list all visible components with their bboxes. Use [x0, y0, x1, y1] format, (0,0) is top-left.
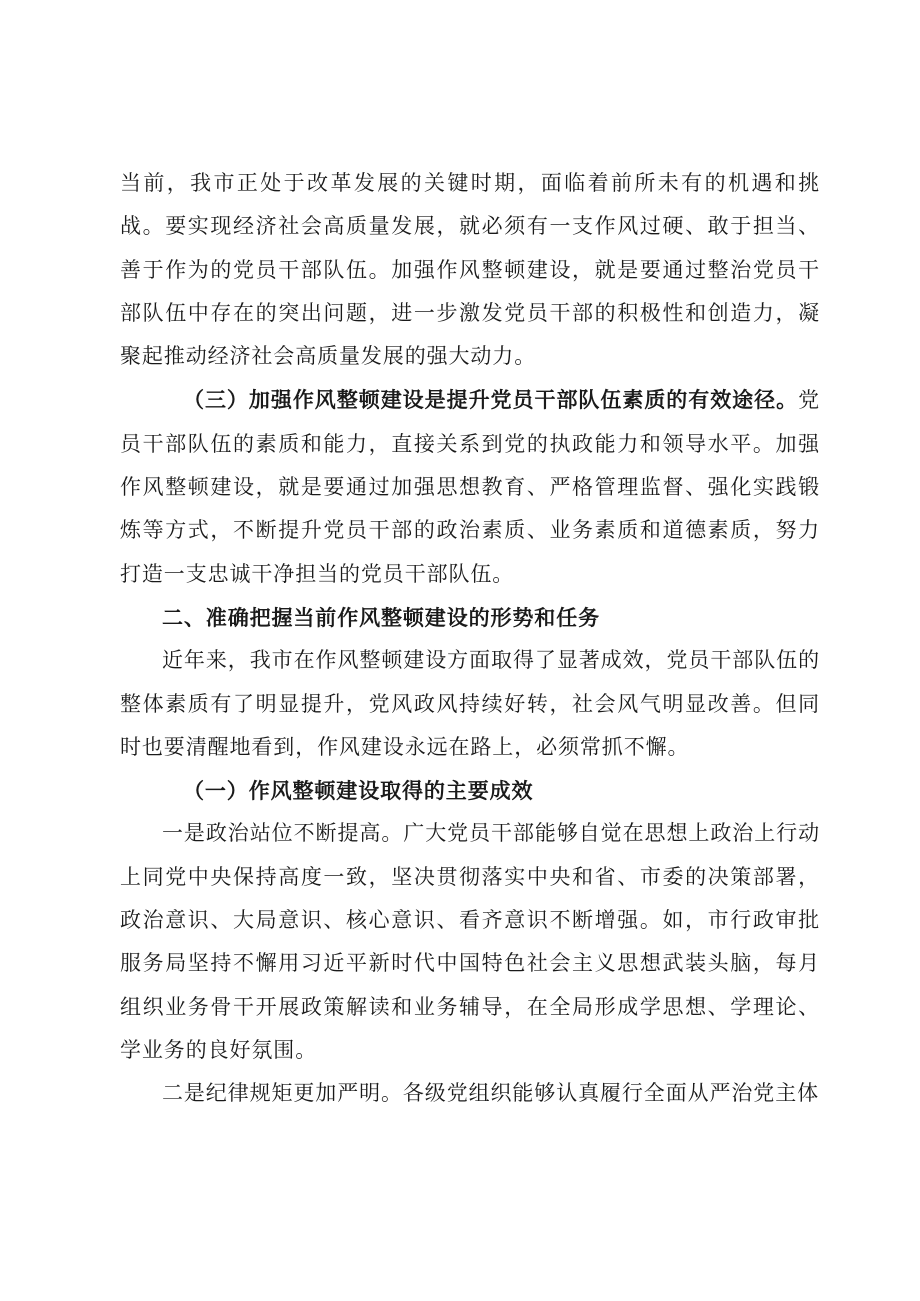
subsection-heading-one: （一）作风整顿建设取得的主要成效	[183, 778, 534, 804]
paragraph-quality-body: 党员干部队伍的素质和能力，直接关系到党的执政能力和领导水平。加强作风整顿建设，就是要通过加强思想教育、严格管理监督、强化实践锻炼等方式，不断提升党员干部的政治素质、业务素质和道德素质，努力打造一支忠诚干净担当的党员干部队伍。	[120, 388, 820, 586]
paragraph-political-stance: 一是政治站位不断提高。广大党员干部能够自觉在思想上政治上行动上同党中央保持高度一致，坚决贯彻落实中央和省、市委的决策部署，政治意识、大局意识、核心意识、看齐意识不断增强。如，市行政审批服务局坚持不懈用习近平新时代中国特色社会主义思想武装头脑，每月组织业务骨干开展政策解读和业务辅导，在全局形成学思想、学理论、学业务的良好氛围。	[120, 821, 820, 1062]
paragraph-discipline: 二是纪律规矩更加严明。各级党组织能够认真履行全面从严治党主体	[162, 1081, 819, 1106]
section-lead-three: （三）加强作风整顿建设是提升党员干部队伍素质的有效途径。	[183, 387, 799, 413]
paragraph-current-situation: 当前，我市正处于改革发展的关键时期，面临着前所未有的机遇和挑战。要实现经济社会高质量发展，就必须有一支作风过硬、敢于担当、善于作为的党员干部队伍。加强作风整顿建设，就是要通过整治党员干部队伍中存在的突出问题，进一步激发党员干部的积极性和创造力，凝聚起推动经济社会高质量发展的强大动力。	[120, 171, 820, 369]
document-page	[120, 162, 820, 1116]
paragraph-recent-years: 近年来，我市在作风整顿建设方面取得了显著成效，党员干部队伍的整体素质有了明显提升，党风政风持续好转，社会风气明显改善。但同时也要清醒地看到，作风建设永远在路上，必须常抓不懈。	[120, 648, 820, 759]
section-heading-two: 二、准确把握当前作风整顿建设的形势和任务	[162, 604, 600, 630]
paragraph-quality-improvement	[120, 378, 820, 595]
